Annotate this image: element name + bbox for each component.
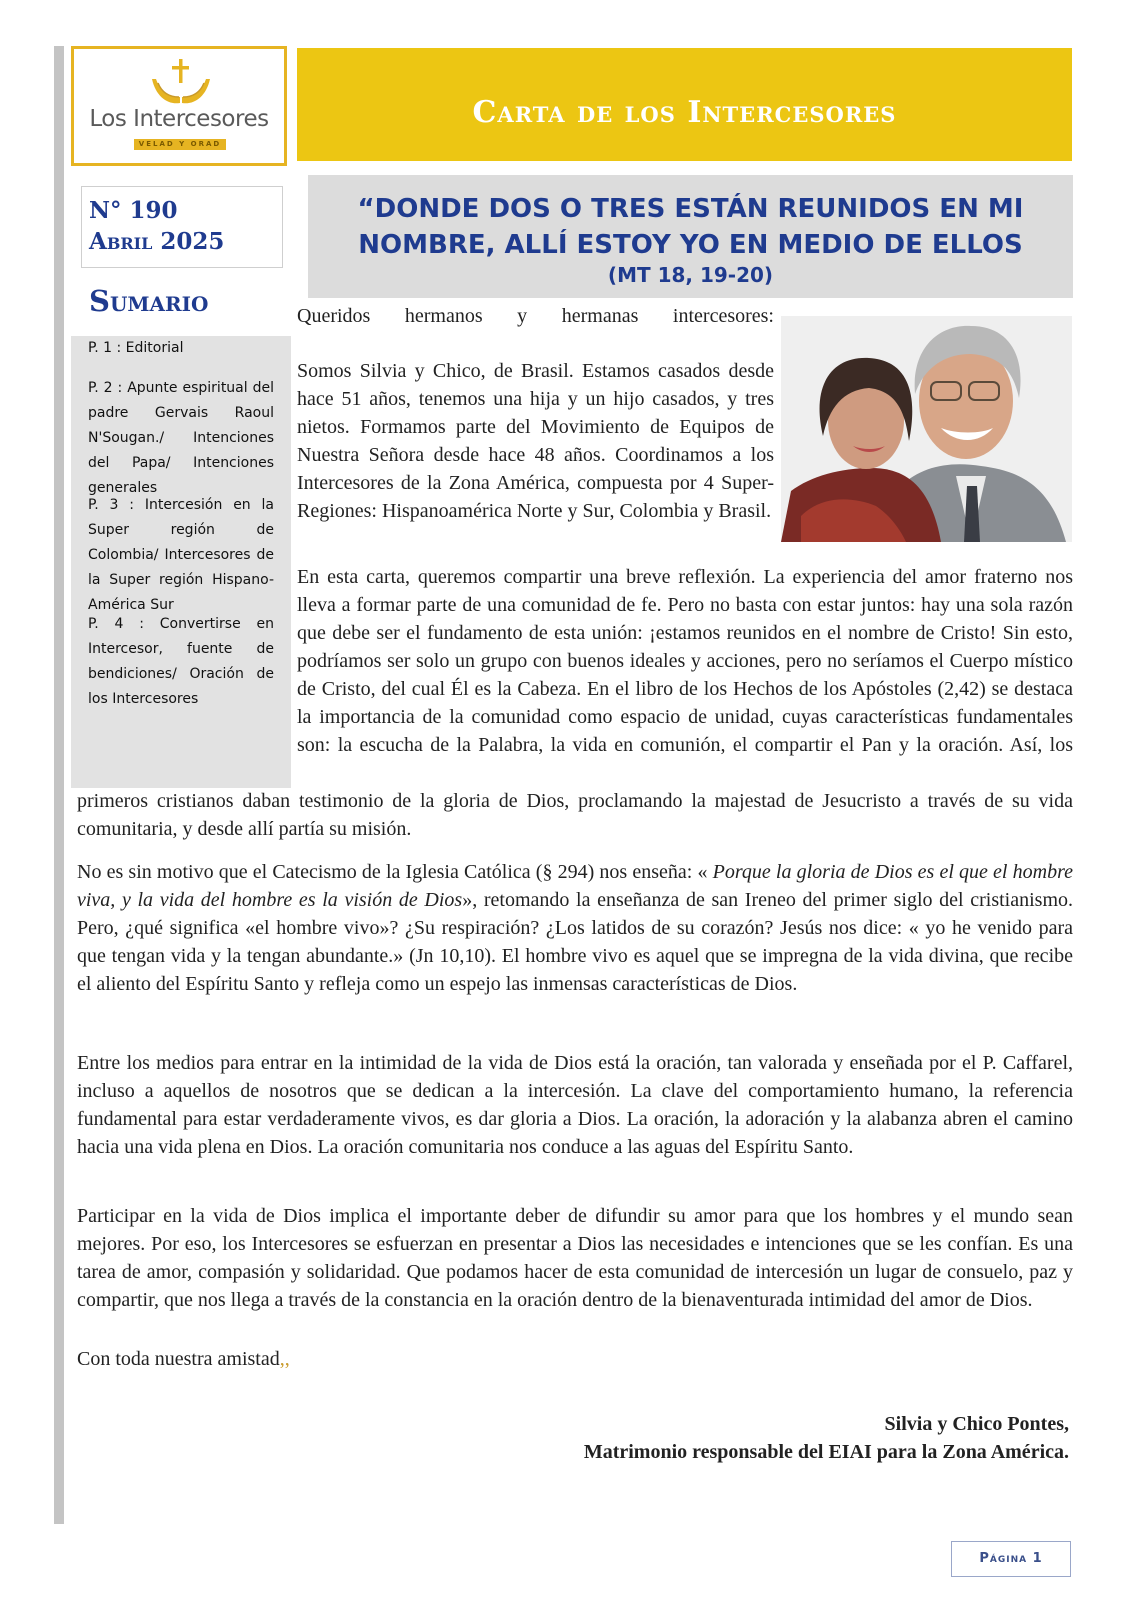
article-title: “DONDE DOS O TRES ESTÁN REUNIDOS EN MI NOMBRE, ALLÍ ESTOY YO EN MEDIO DE ELLOS <box>357 194 1024 260</box>
greeting: Queridos hermanos y hermanas intercesores: <box>297 305 774 327</box>
paragraph-catechism <box>77 858 1073 998</box>
paragraph-reflection: En esta carta, queremos compartir una breve reflexión. La experiencia del amor fraterno nos lleva a formar parte de una comunidad de fe. Pero no basta con estar juntos: hay una sola razón que debe ser el fundamento de esta unión: ¡estamos reunidos en el nombre de Cristo! Sin esto, podríamos ser solo un grupo con buenos ideales y acciones, pero no seríamos el Cuerpo místico de Cristo, del cual Él es la Cabeza. En el libro de los Hechos de los Apóstoles (2,42) se destaca la importancia de la comunidad como espacio de unidad, cuyas características fundamentales son: la escucha de la Palabra, la vida en comunión, el compartir el Pan y la oración. Así, los <box>297 566 1073 756</box>
closing-mark: ,, <box>279 1348 290 1370</box>
issue-info <box>81 186 283 268</box>
paragraph-intro: Somos Silvia y Chico, de Brasil. Estamos casados desde hace 51 años, tenemos una hija y un hijo casados, y tres nietos. Formamos parte del Movimiento de Equipos de Nuestra Señora desde hace 48 años. Coordinamos a los Intercesores de la Zona América, compuesta por 4 Super-Regiones: Hispanoamérica Norte y Sur, Colombia y Brasil. <box>297 360 774 522</box>
sumario-heading: Sumario <box>89 284 209 318</box>
newsletter-title: Carta de los Intercesores <box>472 95 897 130</box>
paragraph-reflection-continued: primeros cristianos daban testimonio de la gloria de Dios, proclamando la majestad de Jesucristo a través de su vida comunitaria, y desde allí partía su misión. <box>77 790 1073 840</box>
catechism-text: No es sin motivo que el Catecismo de la Iglesia Católica (§ 294) nos enseña: « <box>77 861 713 883</box>
issue-date: Abril 2025 <box>89 228 225 255</box>
paragraph-prayer: Entre los medios para entrar en la intimidad de la vida de Dios está la oración, tan valorada y enseñada por el P. Caffarel, incluso a aquellos de nosotros que se dedican a la intercesión. La clave del comportamiento humano, la referencia fundamental para estar verdaderamente vivos, es dar gloria a Dios. La oración, la adoración y la alabanza abren el camino hacia una vida plena en Dios. La oración comunitaria nos conduce a las aguas del Espíritu Santo. <box>77 1052 1073 1158</box>
article-title-box <box>308 175 1073 298</box>
article-reference: (MT 18, 19-20) <box>607 263 774 287</box>
sumario-item: P. 3 : Intercesión en la Super región de Colombia/ Intercesores de la Super región Hispano-América Sur <box>88 497 274 613</box>
sumario-list <box>71 336 291 788</box>
paragraph-participation: Participar en la vida de Dios implica el importante deber de difundir su amor para que los hombres y el mundo sean mejores. Por eso, los Intercesores se esfuerzan en presentar a Dios las necesidades e intenciones que se les confían. Es una tarea de amor, compasión y solidaridad. Que podamos hacer de esta comunidad de intercesión un lugar de consuelo, paz y compartir, que nos llega a través de la constancia en la oración dentro de la bienaventurada intimidad del amor de Dios. <box>77 1205 1073 1311</box>
catechism-text-continued: », retomando la enseñanza de san Ireneo del primer siglo del cristianismo. Pero, ¿qué significa «el hombre vivo»? ¿Su respiración? ¿Los latidos de su corazón? Jesús nos dice: « yo he venido para que tengan vida y la tengan abundante.» (Jn 10,10). El hombre vivo es aquel que se impregna de la vida divina, que recibe el aliento del Espíritu Santo y refleja como un espejo las inmensas características de Dios. <box>77 889 1074 995</box>
signature <box>584 1410 1069 1466</box>
sumario-item: P. 1 : Editorial <box>88 340 184 356</box>
page-number: Página 1 <box>951 1541 1071 1577</box>
logo-tagline: VELAD Y ORAD <box>134 139 226 150</box>
closing-line <box>77 1345 677 1373</box>
issue-number: N° 190 <box>89 197 178 224</box>
logo-name: Los Intercesores <box>89 106 269 132</box>
sumario-item: P. 2 : Apunte espiritual del padre Gervais Raoul N'Sougan./ Intenciones del Papa/ Intenciones generales <box>88 380 274 496</box>
signature-role: Matrimonio responsable del EIAI para la Zona América. <box>583 1441 1069 1463</box>
praying-hands-cross-icon <box>146 57 216 109</box>
logo <box>71 46 287 166</box>
couple-photo <box>781 316 1072 542</box>
signature-names: Silvia y Chico Pontes, <box>884 1413 1069 1435</box>
sumario-item: P. 4 : Convertirse en Intercesor, fuente de bendiciones/ Oración de los Intercesores <box>88 616 274 707</box>
left-margin-bar <box>54 46 64 1524</box>
closing-text: Con toda nuestra amistad <box>77 1348 280 1370</box>
catechism-quote: Porque la gloria de Dios es el que el hombre viva, y la vida del hombre es la visión de Dios <box>77 861 1074 911</box>
header-band <box>297 48 1072 161</box>
